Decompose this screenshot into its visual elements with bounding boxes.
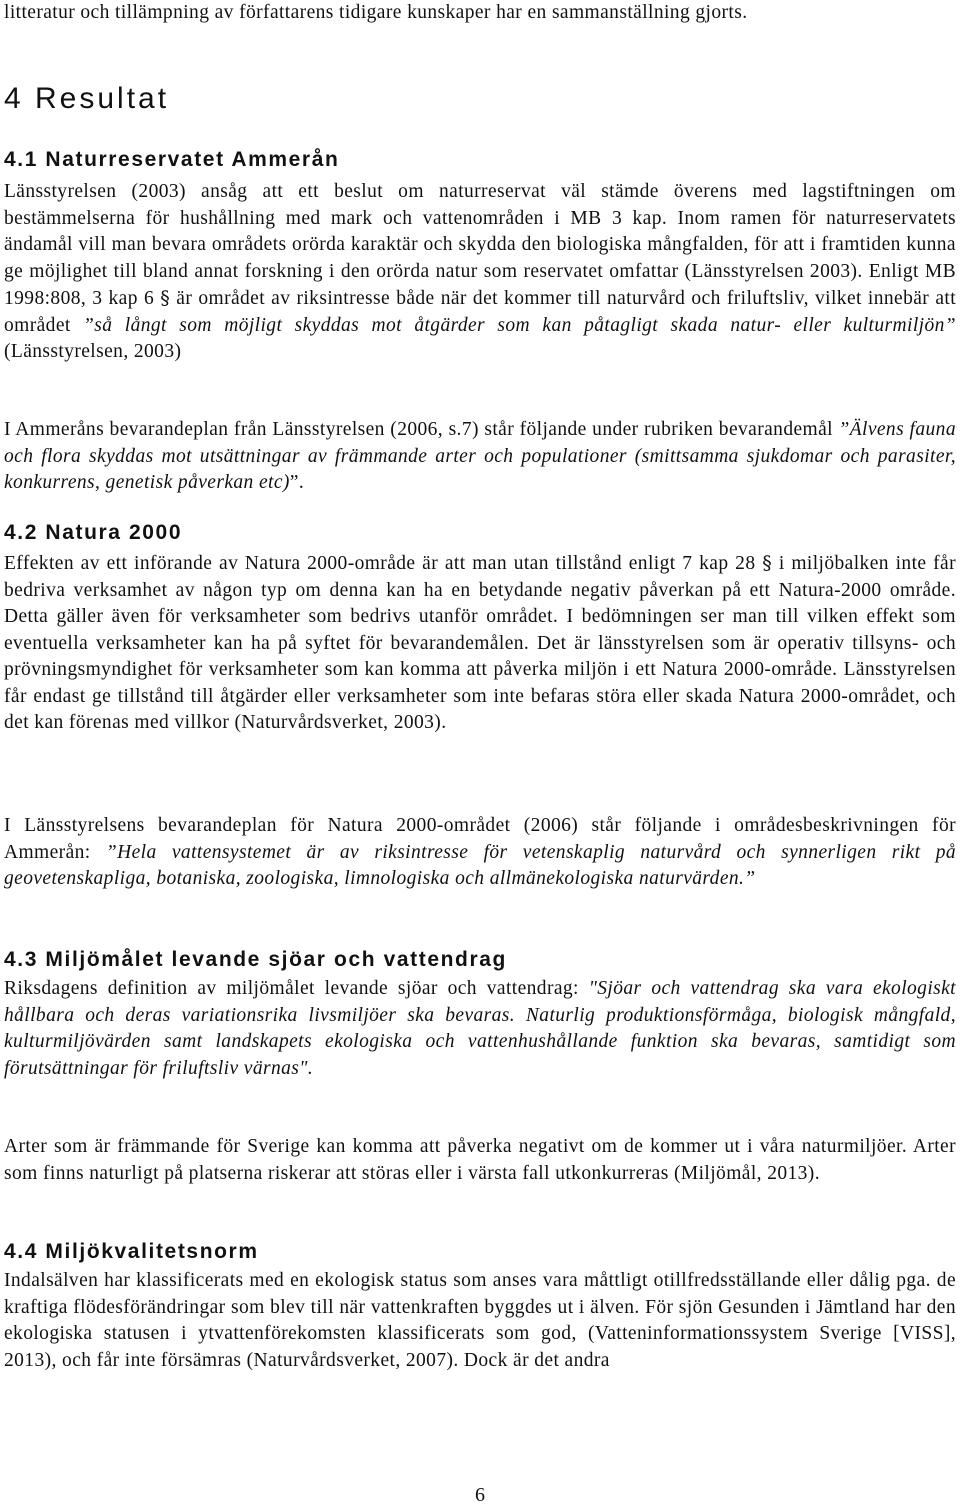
s41-p1-text: Länsstyrelsen (2003) ansåg att ett beslut om naturreservat väl stämde överens med lagstiftningen om bestämmelserna för hushållning med mark och vattenområden i MB 3 kap. Inom ramen för naturreservatets ändamål vill man bevara områdets orörda karaktär och skydda den biologiska mångfalden, för att i framtiden kunna ge möjlighet till bland annat forskning i den orörda natur som reservatet omfattar (Länsstyrelsen 2003). Enligt MB 1998:808, 3 kap 6 bbox=[4, 181, 956, 309]
page-number: 6 bbox=[475, 1484, 485, 1506]
section-4-3-paragraph-2: Arter som är främmande för Sverige kan komma att påverka negativt om de kommer ut i våra naturmiljöer. Arter som finns naturligt på platserna riskerar att störas eller i värsta fall utkonkurreras (Miljömål, 2013). bbox=[4, 1136, 956, 1184]
s41-p2-text: I Ammeråns bevarandeplan från Länsstyrelsen (2006, s.7) står följande under rubriken bevarandemål bbox=[4, 419, 839, 440]
section-heading-4-3: 4.3 Miljömålet levande sjöar och vattendrag bbox=[4, 948, 507, 971]
section-heading-4-4: 4.4 Miljökvalitetsnorm bbox=[4, 1240, 259, 1263]
s42-p2-quote: ”Hela vattensystemet är av riksintresse för vetenskaplig naturvård och synnerligen rikt på geovetenskapliga, botaniska, zoologiska, limnologiska och allmänekologiska naturvärden.” bbox=[4, 841, 956, 889]
section-4-2-paragraph-1 bbox=[4, 550, 956, 737]
s43-p1-quote: "Sjöar och vattendrag ska vara ekologiskt hållbara och deras variationsrika livsmiljöer ska bevaras. Naturlig produktionsförmåga, biologisk mångfald, kulturmiljövärden samt landskapets ekologiska och vattenhushållande funktion ska bevaras, samtidigt som förutsättningar för friluftsliv värnas". bbox=[4, 978, 956, 1079]
section-4-2-paragraph-2 bbox=[4, 813, 956, 893]
s41-p1-end: (Länsstyrelsen, 2003) bbox=[4, 341, 182, 362]
section-heading-4-1: 4.1 Naturreservatet Ammerån bbox=[4, 148, 340, 171]
section-heading-4-2: 4.2 Natura 2000 bbox=[4, 521, 183, 544]
s41-p1-cont: är området av riksintresse både när det kommer till naturvård och friluftsliv, vilket innebär att området bbox=[4, 288, 957, 336]
section-4-1-paragraph-2 bbox=[4, 417, 956, 497]
section-4-1-paragraph-1 bbox=[4, 179, 956, 366]
section-sign: § bbox=[160, 287, 171, 309]
s41-p2-end: ”. bbox=[289, 472, 305, 493]
s41-p1-quote: ”så långt som möjligt skyddas mot åtgärder som kan påtagligt skada natur- eller kulturmiljön” bbox=[83, 314, 956, 336]
section-4-4-paragraph-1: Indalsälven har klassificerats med en ekologisk status som anses vara måttligt otillfredsställande eller dålig pga. de kraftiga flödesförändringar som blev till när vattenkraften byggdes ut i älven. För sjön Gesunden i Jämtland har den ekologiska statusen i ytvattenförekomsten klassificerats som god, (Vatteninformationssystem Sverige [VISS], 2013), och får inte försämras (Naturvårdsverket, 2007). Dock är det andra bbox=[4, 1270, 956, 1371]
s42-p1a-text: Effekten av ett införande av Natura 2000-område är att man utan tillstånd enligt 7 kap 28 bbox=[4, 553, 763, 574]
s43-p1-text: Riksdagens definition av miljömålet levande sjöar och vattendrag: bbox=[4, 978, 589, 999]
s41-p2-quote: ”Älvens fauna och flora skyddas mot utsättningar av främmande arter och populationer (smittsamma sjukdomar och parasiter, konkurrens, genetisk påverkan etc) bbox=[4, 419, 956, 493]
chapter-heading: 4 Resultat bbox=[4, 82, 170, 115]
s42-p1b-text: i miljöbalken inte får bedriva verksamhet av någon typ om denna kan ha en betydande negativ påverkan på ett Natura-2000 område. Detta gäller även för verksamheter som bedrivs utanför området. I bedömningen ser man till vilken effekt som eventuella verksamheter kan ha på syftet för bevarandemålen. Det är länsstyrelsen som är operativ tillsyns- och prövningsmyndighet för verksamheter som kan komma att påverka miljön i ett Natura 2000-område. Länsstyrelsen får endast ge tillstånd till åtgärder eller verksamheter som inte befaras störa eller skada Natura 2000-området, och det kan förenas med villkor (Naturvårdsverket, 2003). bbox=[4, 553, 956, 733]
intro-text: litteratur och tillämpning av författarens tidigare kunskaper har en sammanställning gjorts. bbox=[4, 2, 748, 23]
section-4-3-paragraph-1 bbox=[4, 976, 956, 1082]
s42-p2-text: I Länsstyrelsens bevarandeplan för Natura 2000-området (2006) står följande i områdesbeskrivningen för Ammerån: bbox=[4, 815, 956, 863]
section-sign: § bbox=[762, 552, 773, 574]
